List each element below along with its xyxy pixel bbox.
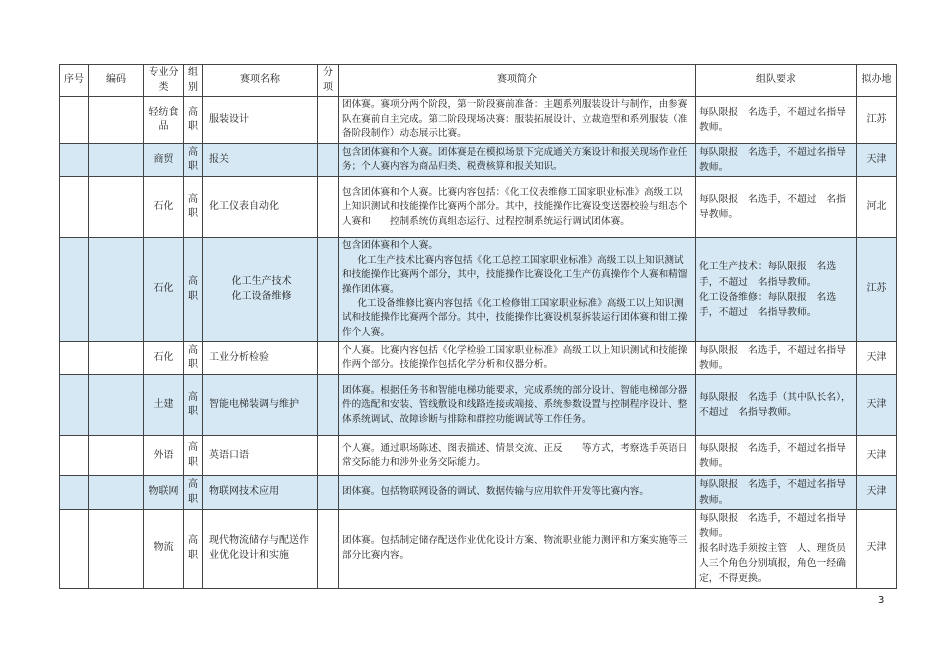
intro-text: 包含团体赛和个人赛。团体赛是在模拟场景下完成通关方案设计和报关现场作业任务；个人赛内容为商品归类、税费核算和报关知识。 bbox=[342, 146, 688, 173]
team-requirement: 化工生产技术：每队限报 名选手，不超过 名指导教师。 bbox=[699, 261, 837, 288]
header-team: 组队要求 bbox=[696, 65, 857, 97]
split-cell bbox=[318, 476, 339, 509]
major-cell: 轻纺食品 bbox=[144, 97, 184, 144]
table-body bbox=[60, 97, 897, 589]
table-row bbox=[60, 144, 897, 177]
table-header-row bbox=[60, 65, 897, 97]
team-cell bbox=[696, 144, 857, 177]
seq-cell bbox=[60, 436, 89, 476]
split-cell bbox=[318, 509, 339, 588]
host-cell: 天津 bbox=[857, 476, 897, 509]
event-name: 英语口语 bbox=[209, 449, 249, 461]
intro-cell bbox=[339, 375, 696, 436]
table-row bbox=[60, 509, 897, 588]
table-row bbox=[60, 177, 897, 238]
host-cell: 河北 bbox=[857, 177, 897, 238]
major-cell: 外语 bbox=[144, 436, 184, 476]
event-cell bbox=[203, 144, 318, 177]
intro-cell bbox=[339, 509, 696, 588]
event-name: 智能电梯装调与维护 bbox=[209, 399, 299, 411]
intro-text: 化工生产技术比赛内容包括《化工总控工国家职业标准》高级工以上知识测试和技能操作比赛两个部分，其中，技能操作比赛设化工生产仿真操作个人赛和精馏操作团体赛。 bbox=[342, 254, 688, 295]
host-cell: 天津 bbox=[857, 509, 897, 588]
group-cell: 高职 bbox=[184, 97, 203, 144]
header-host: 拟办地 bbox=[857, 65, 897, 97]
split-cell bbox=[318, 342, 339, 375]
seq-cell bbox=[60, 375, 89, 436]
table-row bbox=[60, 375, 897, 436]
competition-table-container bbox=[59, 64, 896, 589]
split-cell bbox=[318, 144, 339, 177]
team-requirement: 化工设备维修：每队限报 名选手，不超过 名指导教师。 bbox=[699, 291, 837, 318]
team-cell bbox=[696, 177, 857, 238]
major-cell: 石化 bbox=[144, 342, 184, 375]
intro-text: 团体赛。包括物联网设备的调试、数据传输与应用软件开发等比赛内容。 bbox=[342, 486, 649, 498]
event-cell bbox=[203, 177, 318, 238]
major-cell: 土建 bbox=[144, 375, 184, 436]
major-cell: 石化 bbox=[144, 177, 184, 238]
host-cell: 天津 bbox=[857, 375, 897, 436]
host-cell: 天津 bbox=[857, 144, 897, 177]
intro-cell bbox=[339, 144, 696, 177]
split-cell bbox=[318, 436, 339, 476]
event-cell bbox=[203, 238, 318, 342]
competition-table bbox=[59, 64, 897, 589]
code-cell bbox=[89, 476, 144, 509]
event-name: 化工设备维修 bbox=[231, 290, 292, 302]
table-row bbox=[60, 342, 897, 375]
header-intro: 赛项简介 bbox=[339, 65, 696, 97]
split-cell bbox=[318, 97, 339, 144]
team-cell bbox=[696, 342, 857, 375]
intro-cell bbox=[339, 342, 696, 375]
major-cell: 物联网 bbox=[144, 476, 184, 509]
group-cell: 高职 bbox=[184, 342, 203, 375]
intro-text: 包含团体赛和个人赛。比赛内容包括：《化工仪表维修工国家职业标准》高级工以上知识测试和技能操作比赛两个部分。其中，技能操作比赛设变送器校验与组态个人赛和 控制系统仿真组态运行、过程控制系统运行调试团体赛。 bbox=[342, 186, 688, 227]
major-cell: 物流 bbox=[144, 509, 184, 588]
team-cell bbox=[696, 97, 857, 144]
team-requirement: 报名时选手须按主管 人、理货员 人三个角色分别填报，角色一经确定，不得更换。 bbox=[699, 543, 856, 585]
header-major: 专业分类 bbox=[144, 65, 184, 97]
intro-text: 团体赛。包括制定储存配送作业优化设计方案、物流职业能力测评和方案实施等三部分比赛内容。 bbox=[342, 535, 688, 561]
team-requirement: 每队限报 名选手，不超过名指导教师。 bbox=[699, 106, 846, 133]
major-cell: 石化 bbox=[144, 238, 184, 342]
host-cell: 江苏 bbox=[857, 238, 897, 342]
code-cell bbox=[89, 144, 144, 177]
event-cell bbox=[203, 436, 318, 476]
group-cell: 高职 bbox=[184, 476, 203, 509]
intro-cell bbox=[339, 436, 696, 476]
code-cell bbox=[89, 177, 144, 238]
table-row bbox=[60, 238, 897, 342]
team-requirement: 每队限报 名选手，不超过名指导教师。 bbox=[699, 442, 846, 469]
group-cell: 高职 bbox=[184, 177, 203, 238]
event-name: 现代物流储存与配送作业优化设计和实施 bbox=[209, 535, 309, 561]
major-cell: 商贸 bbox=[144, 144, 184, 177]
team-cell bbox=[696, 436, 857, 476]
event-name: 工业分析检验 bbox=[209, 352, 269, 363]
event-name: 服装设计 bbox=[209, 113, 249, 125]
table-row bbox=[60, 476, 897, 509]
code-cell bbox=[89, 375, 144, 436]
split-cell bbox=[318, 177, 339, 238]
team-requirement: 每队限报 名选手，不超过名指导教师。 bbox=[699, 147, 846, 174]
header-split: 分项 bbox=[318, 65, 339, 97]
seq-cell bbox=[60, 342, 89, 375]
seq-cell bbox=[60, 97, 89, 144]
code-cell bbox=[89, 238, 144, 342]
team-cell bbox=[696, 375, 857, 436]
event-name: 报关 bbox=[209, 153, 229, 165]
header-group: 组别 bbox=[184, 65, 203, 97]
code-cell bbox=[89, 342, 144, 375]
event-cell bbox=[203, 509, 318, 588]
split-cell bbox=[318, 375, 339, 436]
event-cell bbox=[203, 375, 318, 436]
seq-cell bbox=[60, 476, 89, 509]
split-cell bbox=[318, 238, 339, 342]
seq-cell bbox=[60, 177, 89, 238]
host-cell: 天津 bbox=[857, 436, 897, 476]
intro-text: 团体赛。赛项分两个阶段，第一阶段赛前准备：主题系列服装设计与制作，由参赛队在赛前自主完成。第二阶段现场决赛：服装拓展设计、立裁造型和系列服装（准备阶段制作）动态展示比赛。 bbox=[342, 99, 688, 140]
intro-text: 个人赛。通过职场陈述、图表描述、情景交流、正反 等方式，考察选手英语日常交际能力和涉外业务交际能力。 bbox=[342, 442, 688, 468]
group-cell: 高职 bbox=[184, 436, 203, 476]
seq-cell bbox=[60, 238, 89, 342]
host-cell: 江苏 bbox=[857, 97, 897, 144]
intro-cell bbox=[339, 97, 696, 144]
event-name: 化工生产技术 bbox=[231, 276, 292, 288]
intro-text: 团体赛。根据任务书和智能电梯功能要求，完成系统的部分设计、智能电梯部分器件的选配和安装、管线敷设和线路连接或端接、系统参数设置与控制程序设计、整体系统调试、故障诊断与排除和群控功能调试等工作任务。 bbox=[342, 384, 688, 425]
event-cell bbox=[203, 97, 318, 144]
seq-cell bbox=[60, 509, 89, 588]
header-event: 赛项名称 bbox=[203, 65, 318, 97]
group-cell: 高职 bbox=[184, 509, 203, 588]
team-cell bbox=[696, 476, 857, 509]
event-name: 化工仪表自动化 bbox=[209, 201, 279, 213]
intro-cell bbox=[339, 476, 696, 509]
team-cell bbox=[696, 238, 857, 342]
team-requirement: 每队限报 名选手，不超过 名指导教师。 bbox=[699, 194, 846, 221]
page-number: 3 bbox=[878, 595, 885, 606]
team-requirement: 每队限报 名选手，不超过名指导教师。 bbox=[699, 479, 846, 506]
intro-cell bbox=[339, 238, 696, 342]
team-cell bbox=[696, 509, 857, 588]
team-requirement: 每队限报 名选手，不超过名指导教师。 bbox=[699, 512, 846, 539]
group-cell: 高职 bbox=[184, 238, 203, 342]
intro-text: 包含团体赛和个人赛。 bbox=[342, 240, 438, 252]
header-seq: 序号 bbox=[60, 65, 89, 97]
table-row bbox=[60, 97, 897, 144]
header-code: 编码 bbox=[89, 65, 144, 97]
event-cell bbox=[203, 476, 318, 509]
group-cell: 高职 bbox=[184, 144, 203, 177]
event-name: 物联网技术应用 bbox=[209, 486, 279, 498]
code-cell bbox=[89, 97, 144, 144]
intro-text: 化工设备维修比赛内容包括《化工检修钳工国家职业标准》高级工以上知识测试和技能操作比赛两个部分。其中，技能操作比赛设机泵拆装运行团体赛和钳工操作个人赛。 bbox=[342, 297, 688, 338]
team-requirement: 每队限报 名选手，不超过名指导教师。 bbox=[699, 345, 846, 372]
code-cell bbox=[89, 436, 144, 476]
intro-cell bbox=[339, 177, 696, 238]
event-cell bbox=[203, 342, 318, 375]
host-cell: 天津 bbox=[857, 342, 897, 375]
table-row bbox=[60, 436, 897, 476]
intro-text: 个人赛。比赛内容包括《化学检验工国家职业标准》高级工以上知识测试和技能操作两个部分。技能操作包括化学分析和仪器分析。 bbox=[342, 344, 688, 371]
team-requirement: 每队限报 名选手（其中队长名），不超过 名指导教师。 bbox=[699, 392, 851, 419]
code-cell bbox=[89, 509, 144, 588]
group-cell: 高职 bbox=[184, 375, 203, 436]
seq-cell bbox=[60, 144, 89, 177]
